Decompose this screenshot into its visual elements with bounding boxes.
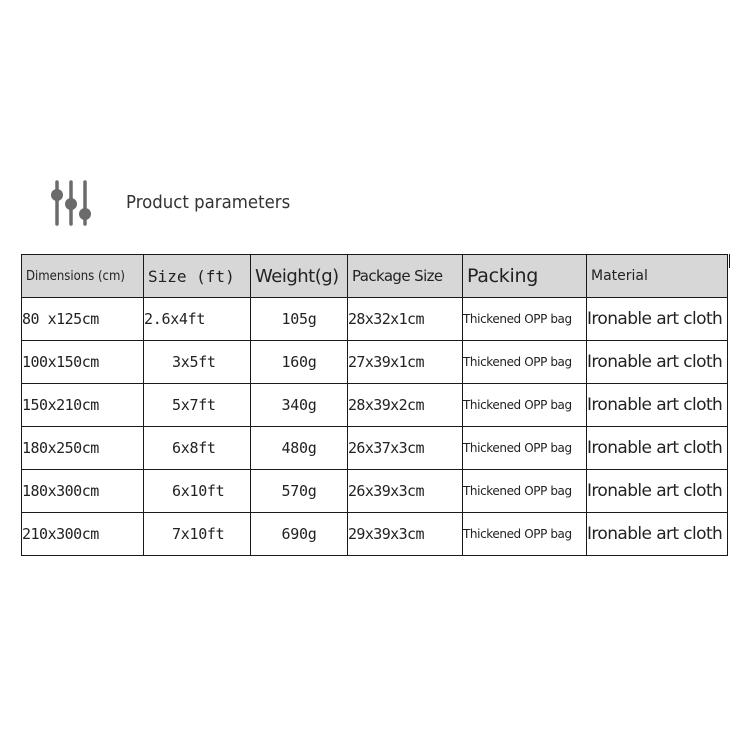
cell-packing: Thickened OPP bag xyxy=(463,298,587,341)
cell-size: 5x7ft xyxy=(144,384,251,427)
cell-dimensions: 100x150cm xyxy=(22,341,144,384)
cell-material: Ironable art cloth xyxy=(587,470,728,513)
cell-package-size: 29x39x3cm xyxy=(348,513,463,556)
table-row xyxy=(22,513,728,556)
cell-size: 2.6x4ft xyxy=(144,298,251,341)
cell-size: 3x5ft xyxy=(144,341,251,384)
cell-weight: 105g xyxy=(251,298,348,341)
column-header-dimensions: Dimensions (cm) xyxy=(22,255,144,298)
cell-dimensions: 150x210cm xyxy=(22,384,144,427)
table-edge-divider xyxy=(729,254,738,268)
cell-package-size: 26x37x3cm xyxy=(348,427,463,470)
cell-dimensions: 180x300cm xyxy=(22,470,144,513)
column-header-size: Size (ft) xyxy=(144,255,251,298)
cell-weight: 340g xyxy=(251,384,348,427)
column-header-weight: Weight(g) xyxy=(251,255,348,298)
section-header xyxy=(48,178,96,228)
cell-packing: Thickened OPP bag xyxy=(463,427,587,470)
table-row xyxy=(22,384,728,427)
cell-weight: 690g xyxy=(251,513,348,556)
cell-material: Ironable art cloth xyxy=(587,384,728,427)
cell-weight: 480g xyxy=(251,427,348,470)
column-header-material: Material xyxy=(587,255,728,298)
table-row xyxy=(22,427,728,470)
cell-dimensions: 80 x125cm xyxy=(22,298,144,341)
cell-package-size: 28x39x2cm xyxy=(348,384,463,427)
cell-package-size: 27x39x1cm xyxy=(348,341,463,384)
table-row xyxy=(22,470,728,513)
cell-weight: 570g xyxy=(251,470,348,513)
table-header-row xyxy=(22,255,728,298)
cell-size: 7x10ft xyxy=(144,513,251,556)
cell-material: Ironable art cloth xyxy=(587,427,728,470)
cell-weight: 160g xyxy=(251,341,348,384)
cell-packing: Thickened OPP bag xyxy=(463,470,587,513)
parameters-table xyxy=(21,254,728,556)
cell-packing: Thickened OPP bag xyxy=(463,384,587,427)
cell-packing: Thickened OPP bag xyxy=(463,341,587,384)
cell-package-size: 26x39x3cm xyxy=(348,470,463,513)
cell-size: 6x8ft xyxy=(144,427,251,470)
table-row xyxy=(22,298,728,341)
cell-dimensions: 210x300cm xyxy=(22,513,144,556)
column-header-packing: Packing xyxy=(463,255,587,298)
cell-packing: Thickened OPP bag xyxy=(463,513,587,556)
cell-package-size: 28x32x1cm xyxy=(348,298,463,341)
cell-size: 6x10ft xyxy=(144,470,251,513)
cell-dimensions: 180x250cm xyxy=(22,427,144,470)
cell-material: Ironable art cloth xyxy=(587,513,728,556)
table-row xyxy=(22,341,728,384)
cell-material: Ironable art cloth xyxy=(587,298,728,341)
cell-material: Ironable art cloth xyxy=(587,341,728,384)
sliders-icon xyxy=(48,178,96,228)
column-header-package-size: Package Size xyxy=(348,255,463,298)
page-title: Product parameters xyxy=(126,192,291,213)
